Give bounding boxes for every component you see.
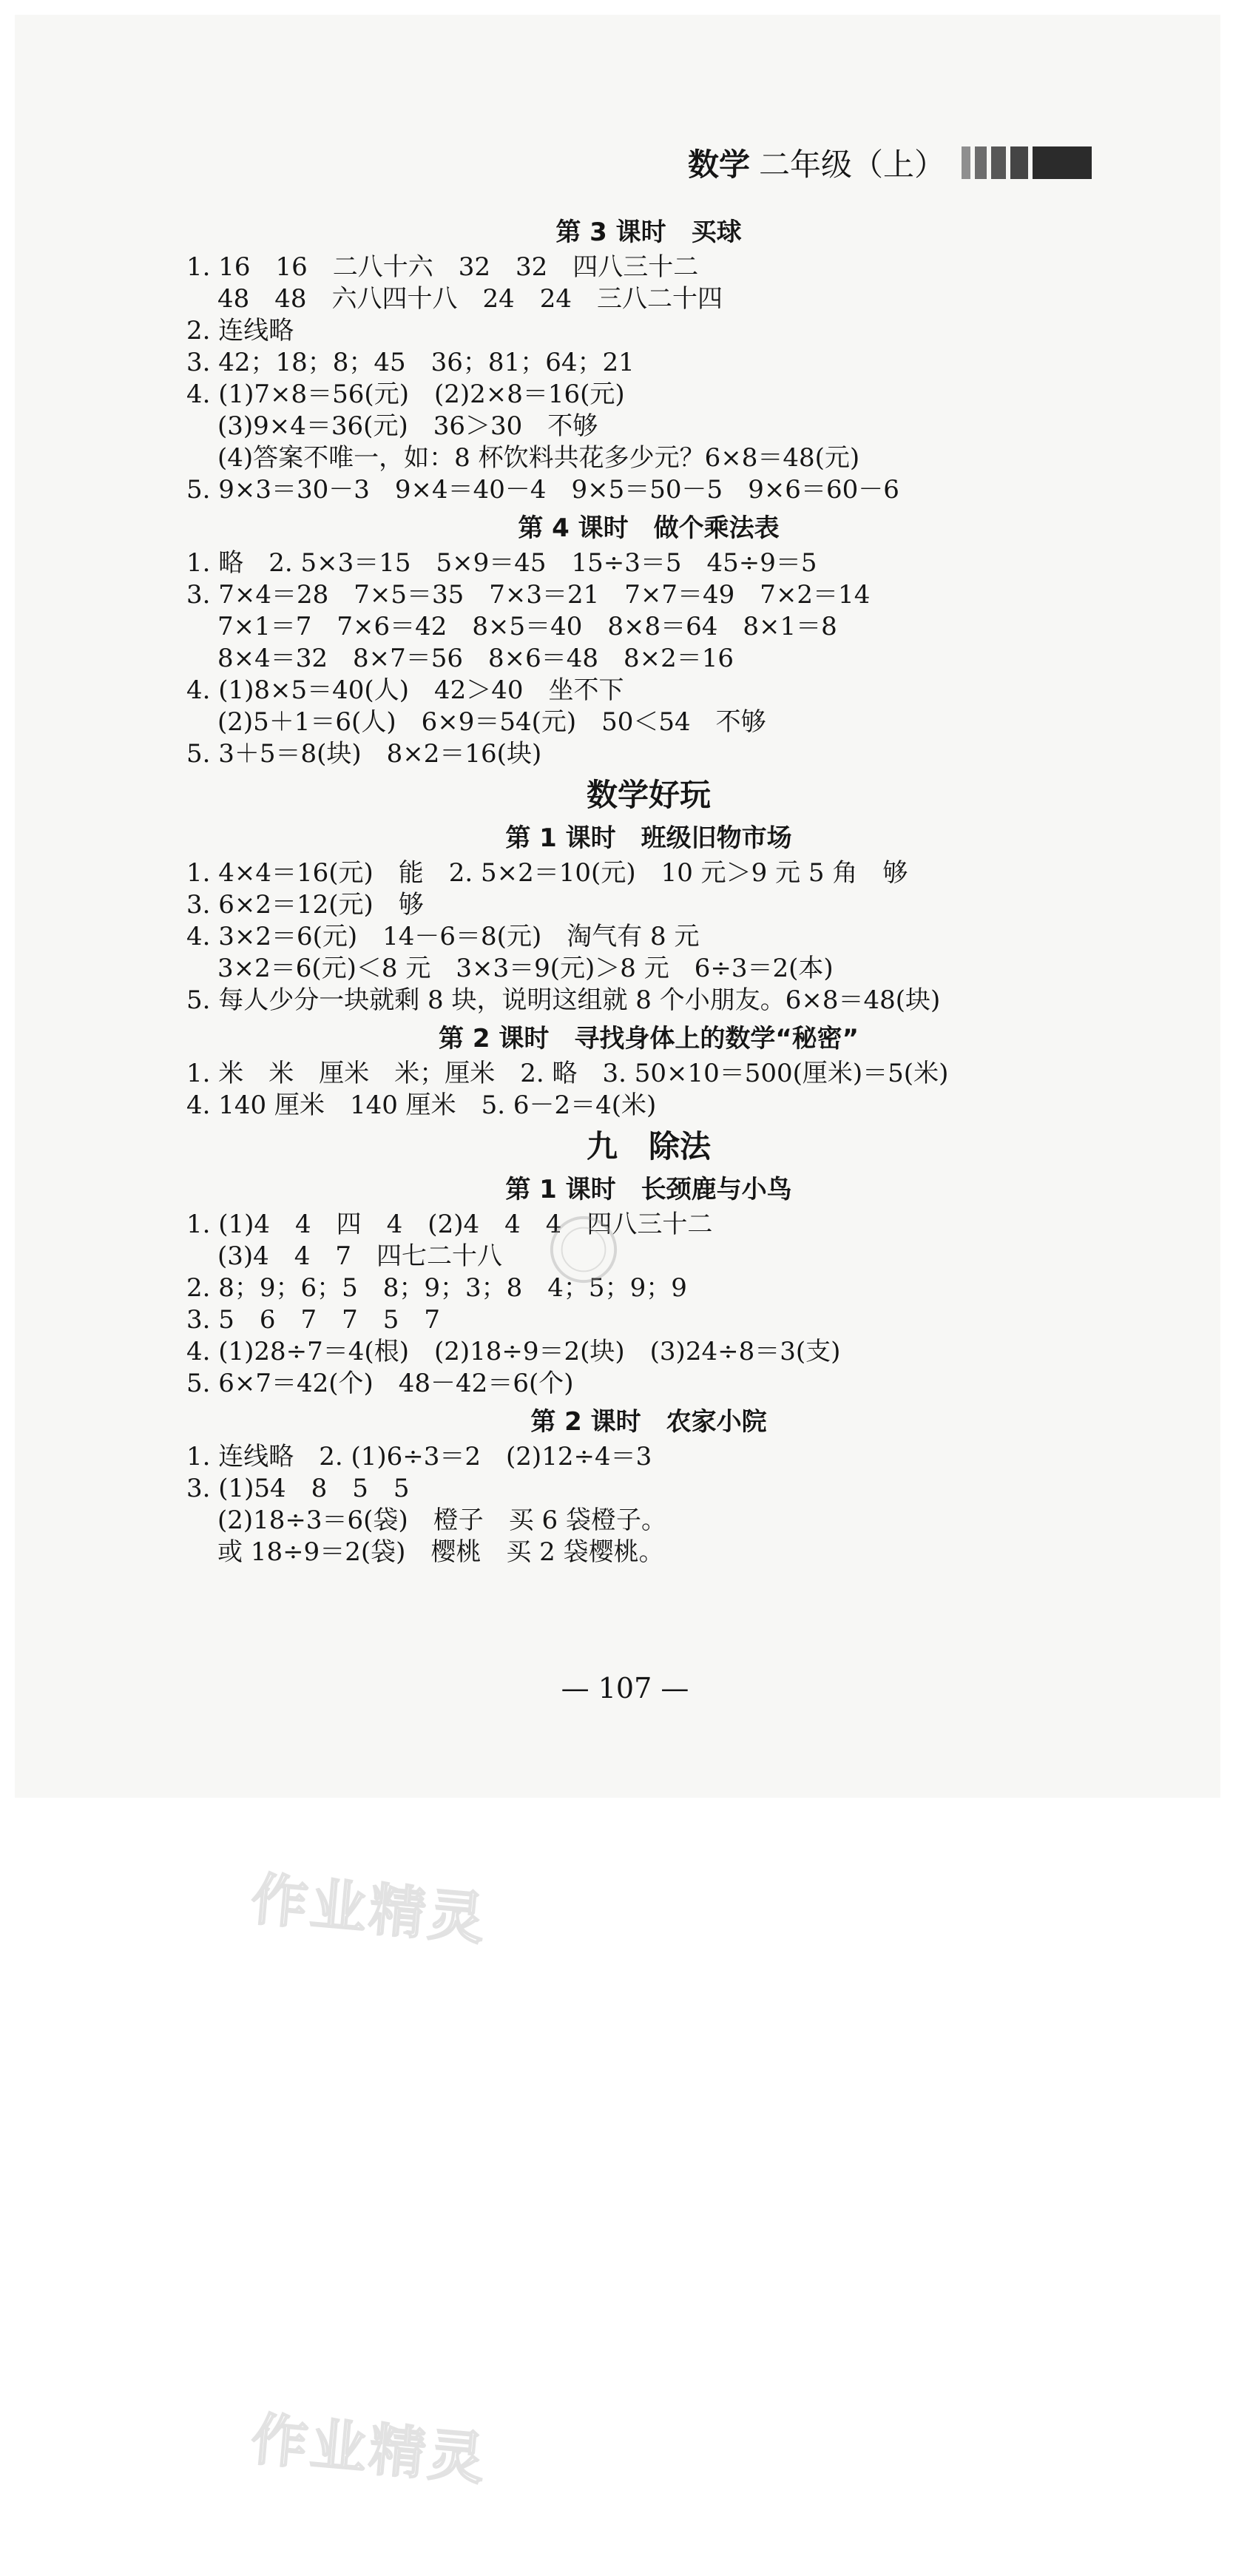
- answer-line: (3)4 4 7 四七二十八: [217, 1241, 503, 1271]
- answer-line: (2)18÷3＝6(袋) 橙子 买 6 袋橙子。: [217, 1506, 666, 1535]
- answer-line: 2. 8；9；6；5 8；9；3；8 4；5；9；9: [186, 1273, 687, 1303]
- answer-line: (2)5＋1＝6(人) 6×9＝54(元) 50＜54 不够: [217, 707, 766, 737]
- answer-line: 4. (1)8×5＝40(人) 42＞40 坐不下: [186, 675, 624, 705]
- answer-line: 4. 140 厘米 140 厘米 5. 6－2＝4(米): [186, 1090, 657, 1120]
- answer-line: 3. 5 6 7 7 5 7: [186, 1305, 441, 1335]
- answer-line: 8×4＝32 8×7＝56 8×6＝48 8×2＝16: [217, 644, 734, 673]
- answer-line: 3. 7×4＝28 7×5＝35 7×3＝21 7×7＝49 7×2＝14: [186, 580, 871, 610]
- answer-line: 2. 连线略: [186, 316, 294, 345]
- section-title-body-math: 第 2 课时 寻找身体上的数学“秘密”: [438, 1024, 859, 1053]
- answer-line: 5. 每人少分一块就剩 8 块，说明这组就 8 个小朋友。6×8＝48(块): [186, 985, 941, 1015]
- answer-line: 1. 16 16 二八十六 32 32 四八三十二: [186, 252, 699, 282]
- answer-line: 3. 6×2＝12(元) 够: [186, 890, 424, 920]
- answer-line: 4. 3×2＝6(元) 14－6＝8(元) 淘气有 8 元: [186, 922, 700, 951]
- answer-line: 1. 4×4＝16(元) 能 2. 5×2＝10(元) 10 元＞9 元 5 角 够: [186, 858, 908, 888]
- answer-line: 7×1＝7 7×6＝42 8×5＝40 8×8＝64 8×1＝8: [217, 612, 837, 641]
- answer-line: 1. (1)4 4 四 4 (2)4 4 4 四八三十二: [186, 1210, 713, 1239]
- answer-line: (4)答案不唯一，如：8 杯饮料共花多少元？6×8＝48(元): [217, 443, 860, 473]
- header-subject: 数学: [688, 146, 751, 183]
- header-grade: 二年级（上）: [759, 146, 946, 183]
- answer-line: 5. 9×3＝30－3 9×4＝40－4 9×5＝50－5 9×6＝60－6: [186, 475, 899, 505]
- answer-line: 4. (1)28÷7＝4(根) (2)18÷9＝2(块) (3)24÷8＝3(支): [186, 1337, 841, 1366]
- section-title-lesson4: 第 4 课时 做个乘法表: [518, 513, 780, 543]
- watermark-text: 作业精灵: [249, 1866, 490, 1952]
- answer-line: 1. 略 2. 5×3＝15 5×9＝45 15÷3＝5 45÷9＝5: [186, 548, 817, 578]
- answer-line: 1. 米 米 厘米 米；厘米 2. 略 3. 50×10＝500(厘米)＝5(米): [186, 1059, 949, 1088]
- answer-line: 48 48 六八四十八 24 24 三八二十四: [217, 284, 723, 314]
- section-title-giraffe: 第 1 课时 长颈鹿与小鸟: [505, 1175, 792, 1204]
- page-number: — 107 —: [561, 1672, 689, 1705]
- answer-line: 或 18÷9＝2(袋) 樱桃 买 2 袋樱桃。: [217, 1537, 664, 1567]
- answer-line: 3×2＝6(元)＜8 元 3×3＝9(元)＞8 元 6÷3＝2(本): [217, 954, 834, 983]
- unit-title-division: 九 除法: [586, 1128, 711, 1164]
- answer-line: 5. 6×7＝42(个) 48－42＝6(个): [186, 1369, 574, 1398]
- answer-line: 3. (1)54 8 5 5: [186, 1474, 410, 1503]
- unit-title-math-fun: 数学好玩: [586, 777, 711, 813]
- header-decoration-bars: [962, 146, 1092, 179]
- answer-line: (3)9×4＝36(元) 36＞30 不够: [217, 411, 598, 441]
- answer-line: 3. 42；18；8；45 36；81；64；21: [186, 348, 635, 377]
- section-title-market: 第 1 课时 班级旧物市场: [505, 823, 792, 853]
- section-title-lesson3: 第 3 课时 买球: [555, 218, 742, 247]
- answer-line: 4. (1)7×8＝56(元) (2)2×8＝16(元): [186, 380, 625, 409]
- page-header: [688, 141, 1092, 185]
- watermark-text: 作业精灵: [249, 2406, 490, 2492]
- answer-line: 1. 连线略 2. (1)6÷3＝2 (2)12÷4＝3: [186, 1442, 652, 1471]
- answer-line: 5. 3＋5＝8(块) 8×2＝16(块): [186, 739, 542, 769]
- answer-content: [186, 210, 1111, 1568]
- section-title-farmyard: 第 2 课时 农家小院: [530, 1407, 767, 1437]
- stamp-icon: [547, 1213, 620, 1286]
